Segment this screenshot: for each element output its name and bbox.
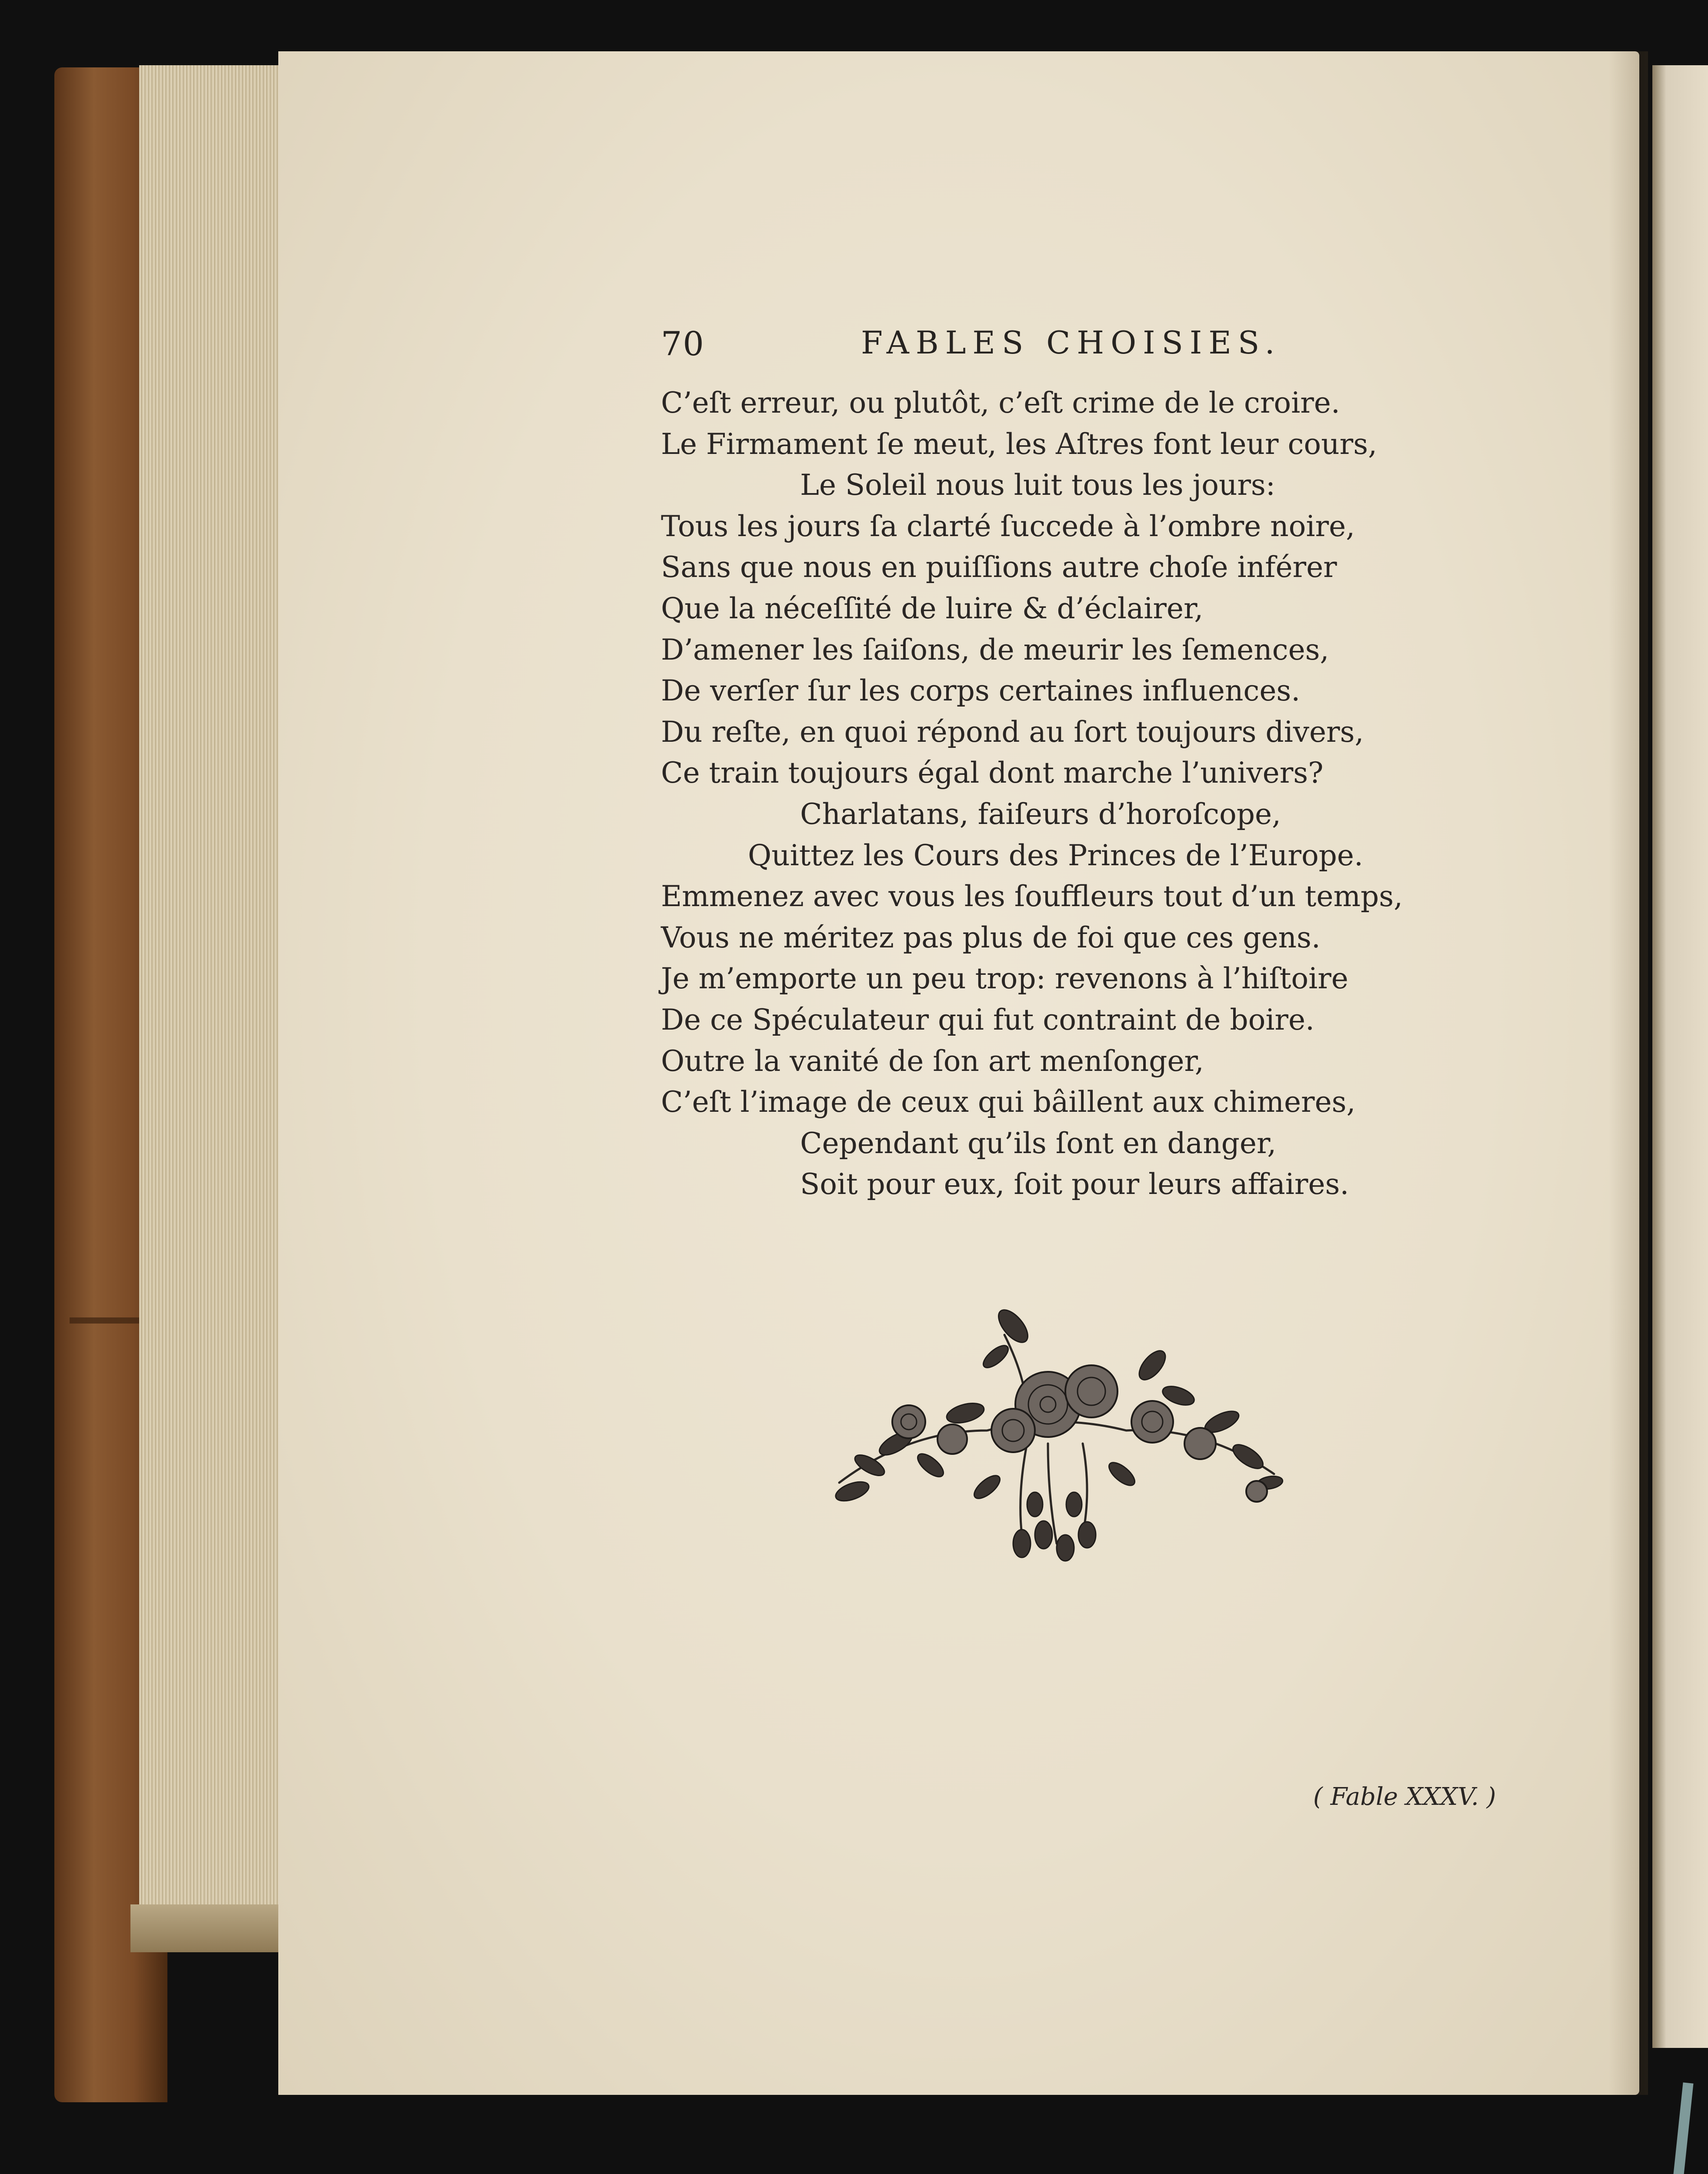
verse-line: Sans que nous en puiſſions autre choſe inférer <box>661 550 1337 584</box>
page-gutter-shadow <box>1609 51 1648 2095</box>
verse-line: Du reſte, en quoi répond au ſort toujours divers, <box>661 715 1364 749</box>
page-number: 70 <box>661 324 705 363</box>
verse-line: Tous les jours ſa clarté ſuccede à l’ombre noire, <box>661 509 1355 543</box>
facing-page-edge <box>1652 65 1708 2048</box>
flower-garland-ornament <box>822 1300 1291 1570</box>
bookmark-ribbon <box>1672 2082 1694 2174</box>
running-title: FABLES CHOISIES. <box>861 324 1281 361</box>
verse-line: D’amener les ſaiſons, de meurir les ſemences, <box>661 633 1329 667</box>
verse-line: De ce Spéculateur qui fut contraint de boire. <box>661 1003 1315 1037</box>
verse-line: C’eſt l’image de ceux qui bâillent aux chimeres, <box>661 1085 1356 1119</box>
page-stack-bottom <box>130 1904 287 1952</box>
verse-line: Le Soleil nous luit tous les jours: <box>800 468 1275 502</box>
verse-line: Quittez les Cours des Princes de l’Europe. <box>748 838 1363 872</box>
page-header <box>661 324 1313 377</box>
poem-verse <box>661 383 1403 1205</box>
verse-line: Cependant qu’ils ſont en danger, <box>800 1126 1277 1160</box>
verse-line: Ce train toujours égal dont marche l’univers? <box>661 756 1324 790</box>
verse-line: C’eſt erreur, ou plutôt, c’eſt crime de le croire. <box>661 386 1340 420</box>
verse-line: Que la néceſſité de luire & d’éclairer, <box>661 591 1204 625</box>
page-stack-edges <box>139 65 285 1913</box>
verse-line: Le Firmament ſe meut, les Aſtres font leur cours, <box>661 427 1378 461</box>
verse-line: Charlatans, faiſeurs d’horoſcope, <box>800 797 1281 831</box>
catchword: ( Fable XXXV. ) <box>1313 1783 1496 1811</box>
cover-band <box>70 1317 148 1324</box>
verse-line: Emmenez avec vous les ſouffleurs tout d’un temps, <box>661 880 1403 914</box>
verse-line: Je m’emporte un peu trop: revenons à l’hiſtoire <box>661 962 1348 996</box>
verse-line: De verſer ſur les corps certaines influences. <box>661 674 1301 708</box>
verse-line: Outre la vanité de ſon art menſonger, <box>661 1044 1204 1078</box>
verse-line: Vous ne méritez pas plus de foi que ces gens. <box>661 920 1321 954</box>
verse-line: Soit pour eux, ſoit pour leurs affaires. <box>800 1167 1349 1201</box>
